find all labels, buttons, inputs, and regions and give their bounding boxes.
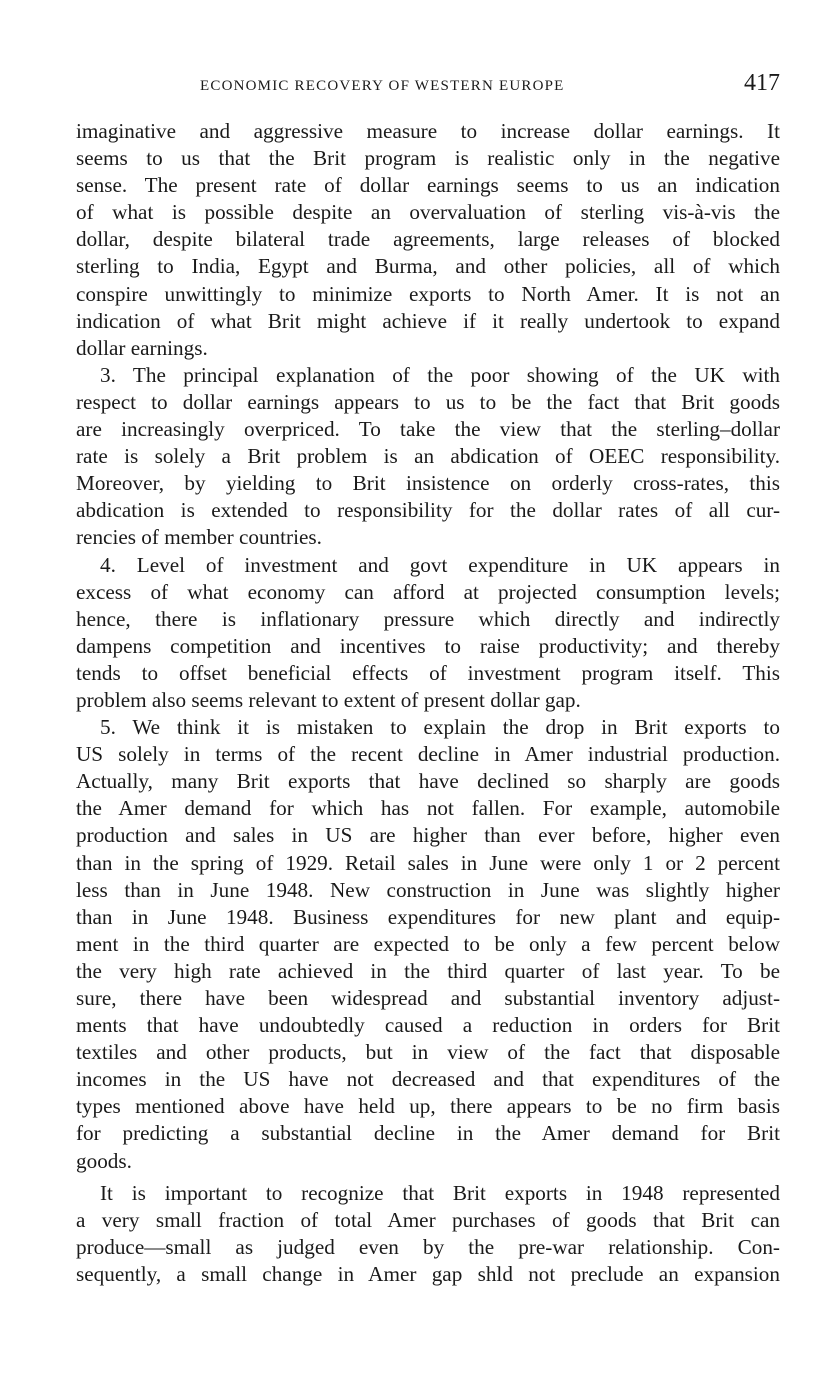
text-line: dollar earnings. — [76, 335, 208, 360]
text-line: Moreover, by yielding to Brit insistence on orderly cross-rates, this — [76, 471, 780, 496]
text-line: produce—small as judged even by the pre-war relationship. Con- — [76, 1234, 780, 1259]
text-line: goods. — [76, 1148, 132, 1173]
page-number: 417 — [744, 70, 780, 96]
paragraph-6 — [76, 1180, 780, 1288]
text-line: 4. Level of investment and govt expenditure in UK appears in — [100, 552, 780, 577]
text-line: textiles and other products, but in view of the fact that disposable — [76, 1040, 780, 1065]
paragraph-3 — [76, 362, 780, 552]
text-line: Actually, many Brit exports that have declined so sharply are goods — [76, 769, 780, 794]
text-line: 5. We think it is mistaken to explain the drop in Brit exports to — [100, 715, 780, 740]
text-line: seems to us that the Brit program is realistic only in the negative — [76, 146, 780, 171]
paragraph-5 — [76, 714, 780, 1175]
text-line: sterling to India, Egypt and Burma, and other policies, all of which — [76, 254, 780, 279]
text-line: indication of what Brit might achieve if it really undertook to expand — [76, 308, 780, 333]
text-line: rencies of member countries. — [76, 525, 322, 550]
text-line: conspire unwittingly to minimize exports to North Amer. It is not an — [76, 281, 780, 306]
text-line: imaginative and aggressive measure to increase dollar earnings. It — [76, 119, 780, 143]
page-header — [76, 70, 780, 104]
text-line: the Amer demand for which has not fallen. For example, automobile — [76, 796, 780, 821]
paragraph-continued — [76, 118, 780, 362]
text-line: for predicting a substantial decline in the Amer demand for Brit — [76, 1121, 780, 1146]
text-line: a very small fraction of total Amer purchases of goods that Brit can — [76, 1207, 780, 1232]
text-line: incomes in the US have not decreased and that expenditures of the — [76, 1067, 780, 1092]
text-line: of what is possible despite an overvaluation of sterling vis-à-vis the — [76, 200, 780, 225]
text-line: are increasingly overpriced. To take the view that the sterling–dollar — [76, 417, 780, 442]
text-line: sense. The present rate of dollar earnings seems to us an indication — [76, 173, 780, 198]
text-line: than in June 1948. Business expenditures for new plant and equip- — [76, 904, 780, 929]
text-line: hence, there is inflationary pressure which directly and indirectly — [76, 606, 780, 631]
text-line: 3. The principal explanation of the poor showing of the UK with — [100, 362, 780, 387]
text-line: problem also seems relevant to extent of present dollar gap. — [76, 687, 581, 712]
paragraph-4 — [76, 552, 780, 715]
text-line: respect to dollar earnings appears to us to be the fact that Brit goods — [76, 389, 780, 414]
text-line: production and sales in US are higher than ever before, higher even — [76, 823, 780, 848]
running-title: ECONOMIC RECOVERY OF WESTERN EUROPE — [200, 78, 565, 94]
text-line: ments that have undoubtedly caused a reduction in orders for Brit — [76, 1013, 780, 1038]
text-line: the very high rate achieved in the third quarter of last year. To be — [76, 958, 780, 983]
text-line: less than in June 1948. New construction in June was slightly higher — [76, 877, 780, 902]
body-text — [76, 118, 780, 1288]
text-line: sequently, a small change in Amer gap shld not preclude an expansion — [76, 1261, 780, 1286]
text-line: ment in the third quarter are expected to be only a few percent below — [76, 931, 780, 956]
text-line: abdication is extended to responsibility for the dollar rates of all cur- — [76, 498, 780, 523]
text-line: excess of what economy can afford at projected consumption levels; — [76, 579, 780, 604]
text-line: types mentioned above have held up, there appears to be no firm basis — [76, 1094, 780, 1119]
text-line: than in the spring of 1929. Retail sales in June were only 1 or 2 percent — [76, 850, 780, 875]
text-line: US solely in terms of the recent decline in Amer industrial production. — [76, 742, 780, 767]
text-line: sure, there have been widespread and substantial inventory adjust- — [76, 986, 780, 1010]
text-line: tends to offset beneficial effects of investment program itself. This — [76, 660, 780, 685]
text-line: It is important to recognize that Brit exports in 1948 represented — [100, 1180, 780, 1205]
text-line: rate is solely a Brit problem is an abdication of OEEC responsibility. — [76, 444, 780, 469]
document-page — [76, 70, 780, 1288]
text-line: dampens competition and incentives to raise productivity; and thereby — [76, 633, 780, 658]
text-line: dollar, despite bilateral trade agreements, large releases of blocked — [76, 227, 780, 252]
